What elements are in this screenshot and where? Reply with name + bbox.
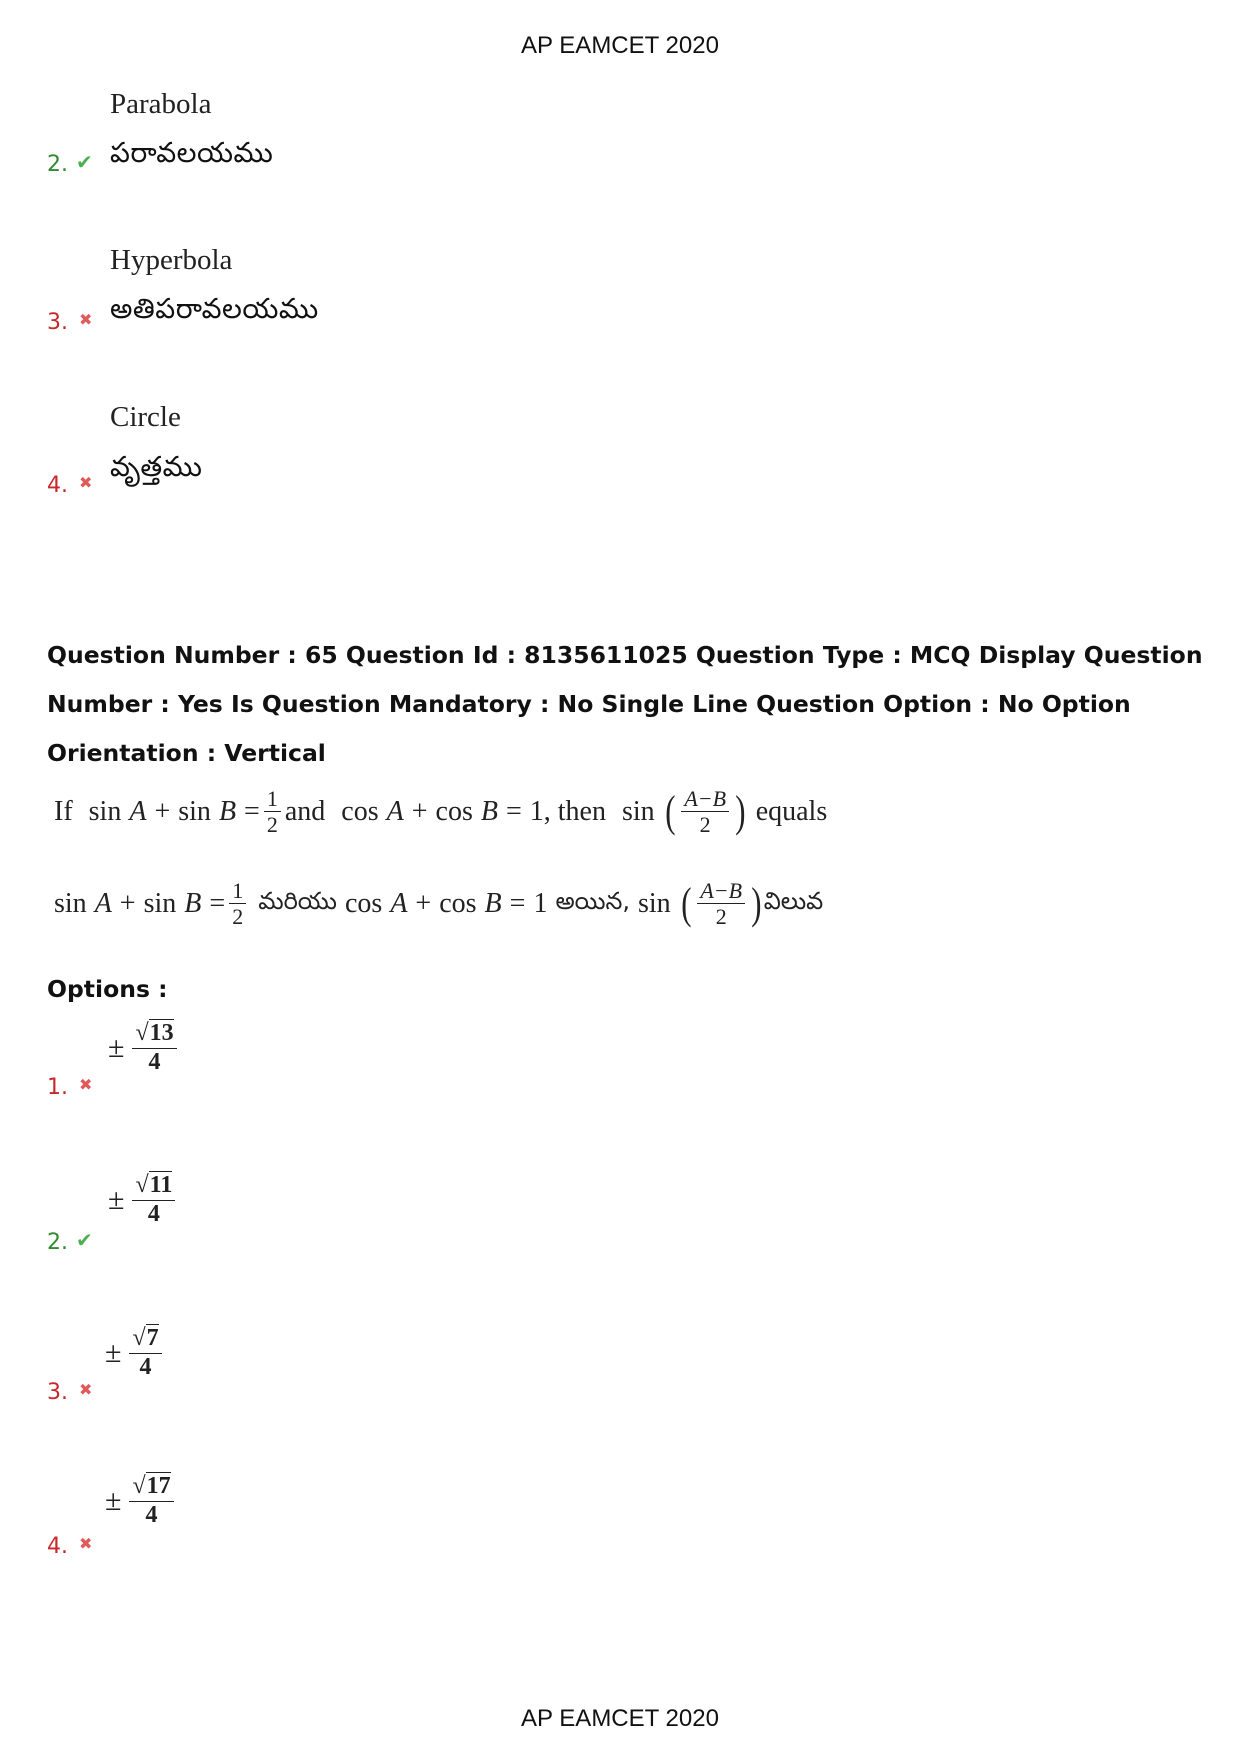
q-cos: cos: [344, 887, 383, 919]
option-number: 4.: [47, 473, 68, 498]
q-var-b: B: [218, 795, 237, 827]
question-meta-line-1: Question Number : 65 Question Id : 8135611025 Question Type : MCQ Display Question: [47, 641, 1203, 669]
question-telugu: [54, 878, 823, 930]
q-word-if: If: [54, 795, 73, 827]
q-equals-sign: =: [209, 887, 226, 919]
q-var-a: A: [129, 795, 147, 827]
option-number: 4.: [47, 1534, 68, 1559]
q-var-a: A: [94, 887, 112, 919]
fraction-a-minus-b: $\frac{A-B}{2}$: [681, 786, 729, 838]
left-paren: (: [664, 786, 676, 836]
question-english: [54, 786, 827, 838]
page-header: AP EAMCET 2020: [521, 32, 719, 59]
q-plus: +: [415, 887, 432, 919]
option-telugu-text: అతిపరావలయము: [110, 292, 319, 325]
option-number: 3.: [47, 310, 68, 335]
question-meta-line-3: Orientation : Vertical: [47, 739, 326, 767]
option-number: 2.: [47, 1230, 68, 1255]
check-icon: ✔: [76, 150, 93, 174]
option-telugu-text: పరావలయము: [110, 136, 274, 169]
q-equals-sign: =: [505, 795, 522, 827]
cross-icon: ✖: [79, 1075, 93, 1094]
q-var-b: B: [480, 795, 498, 827]
q-plus: +: [154, 795, 171, 827]
q-sin: sin: [178, 795, 211, 827]
q-equals-sign: =: [509, 887, 526, 919]
q-var-b: B: [484, 887, 502, 919]
option-number: 3.: [47, 1380, 68, 1405]
option-expression: ± $\frac{√17}{4}$: [105, 1473, 178, 1529]
cross-icon: ✖: [79, 310, 93, 329]
q-sin: sin: [621, 795, 655, 827]
fraction-half: $\frac{1}{2}$: [229, 878, 246, 930]
q-sin: sin: [638, 887, 671, 919]
question-meta-line-2: Number : Yes Is Question Mandatory : No Single Line Question Option : No Option: [47, 690, 1131, 718]
options-label: Options :: [47, 975, 168, 1003]
q-one: 1: [533, 887, 548, 919]
q-plus: +: [411, 795, 428, 827]
q-cos: cos: [435, 795, 473, 827]
fraction-a-minus-b: $\frac{A-B}{2}$: [697, 878, 745, 930]
fraction-half: $\frac{1}{2}$: [264, 786, 281, 838]
option-telugu-text: వృత్తము: [110, 450, 203, 483]
q-telugu-value: విలువ: [763, 886, 824, 915]
q-sin: sin: [54, 887, 87, 919]
q-word-equals: equals: [755, 795, 828, 827]
option-number: 2.: [47, 152, 68, 177]
check-icon: ✔: [76, 1228, 93, 1252]
option-english-text: Circle: [110, 401, 181, 433]
right-paren: ): [735, 786, 746, 836]
q-one: 1: [529, 795, 544, 827]
option-english-text: Parabola: [110, 88, 212, 120]
q-var-b: B: [184, 887, 202, 919]
left-paren: (: [680, 878, 692, 928]
page-footer: AP EAMCET 2020: [521, 1705, 719, 1732]
cross-icon: ✖: [79, 1534, 93, 1553]
q-sin: sin: [88, 795, 122, 827]
q-telugu-and: మరియు: [258, 886, 337, 915]
q-word-and: and: [284, 795, 326, 827]
q-var-a: A: [386, 795, 404, 827]
q-sin: sin: [143, 887, 177, 919]
option-expression: ± $\frac{√13}{4}$: [108, 1020, 181, 1076]
cross-icon: ✖: [79, 473, 93, 492]
q-equals-sign: =: [244, 795, 260, 827]
q-var-a: A: [390, 887, 408, 919]
option-number: 1.: [47, 1075, 68, 1100]
q-cos: cos: [341, 795, 379, 827]
cross-icon: ✖: [79, 1380, 93, 1399]
option-english-text: Hyperbola: [110, 244, 233, 276]
right-paren: ): [751, 878, 762, 928]
q-telugu-if: అయిన,: [555, 886, 630, 915]
option-expression: ± $\frac{√7}{4}$: [105, 1325, 166, 1381]
option-expression: ± $\frac{√11}{4}$: [108, 1172, 179, 1228]
q-plus: +: [119, 887, 136, 919]
q-word-then: , then: [543, 795, 606, 827]
q-cos: cos: [439, 887, 477, 919]
